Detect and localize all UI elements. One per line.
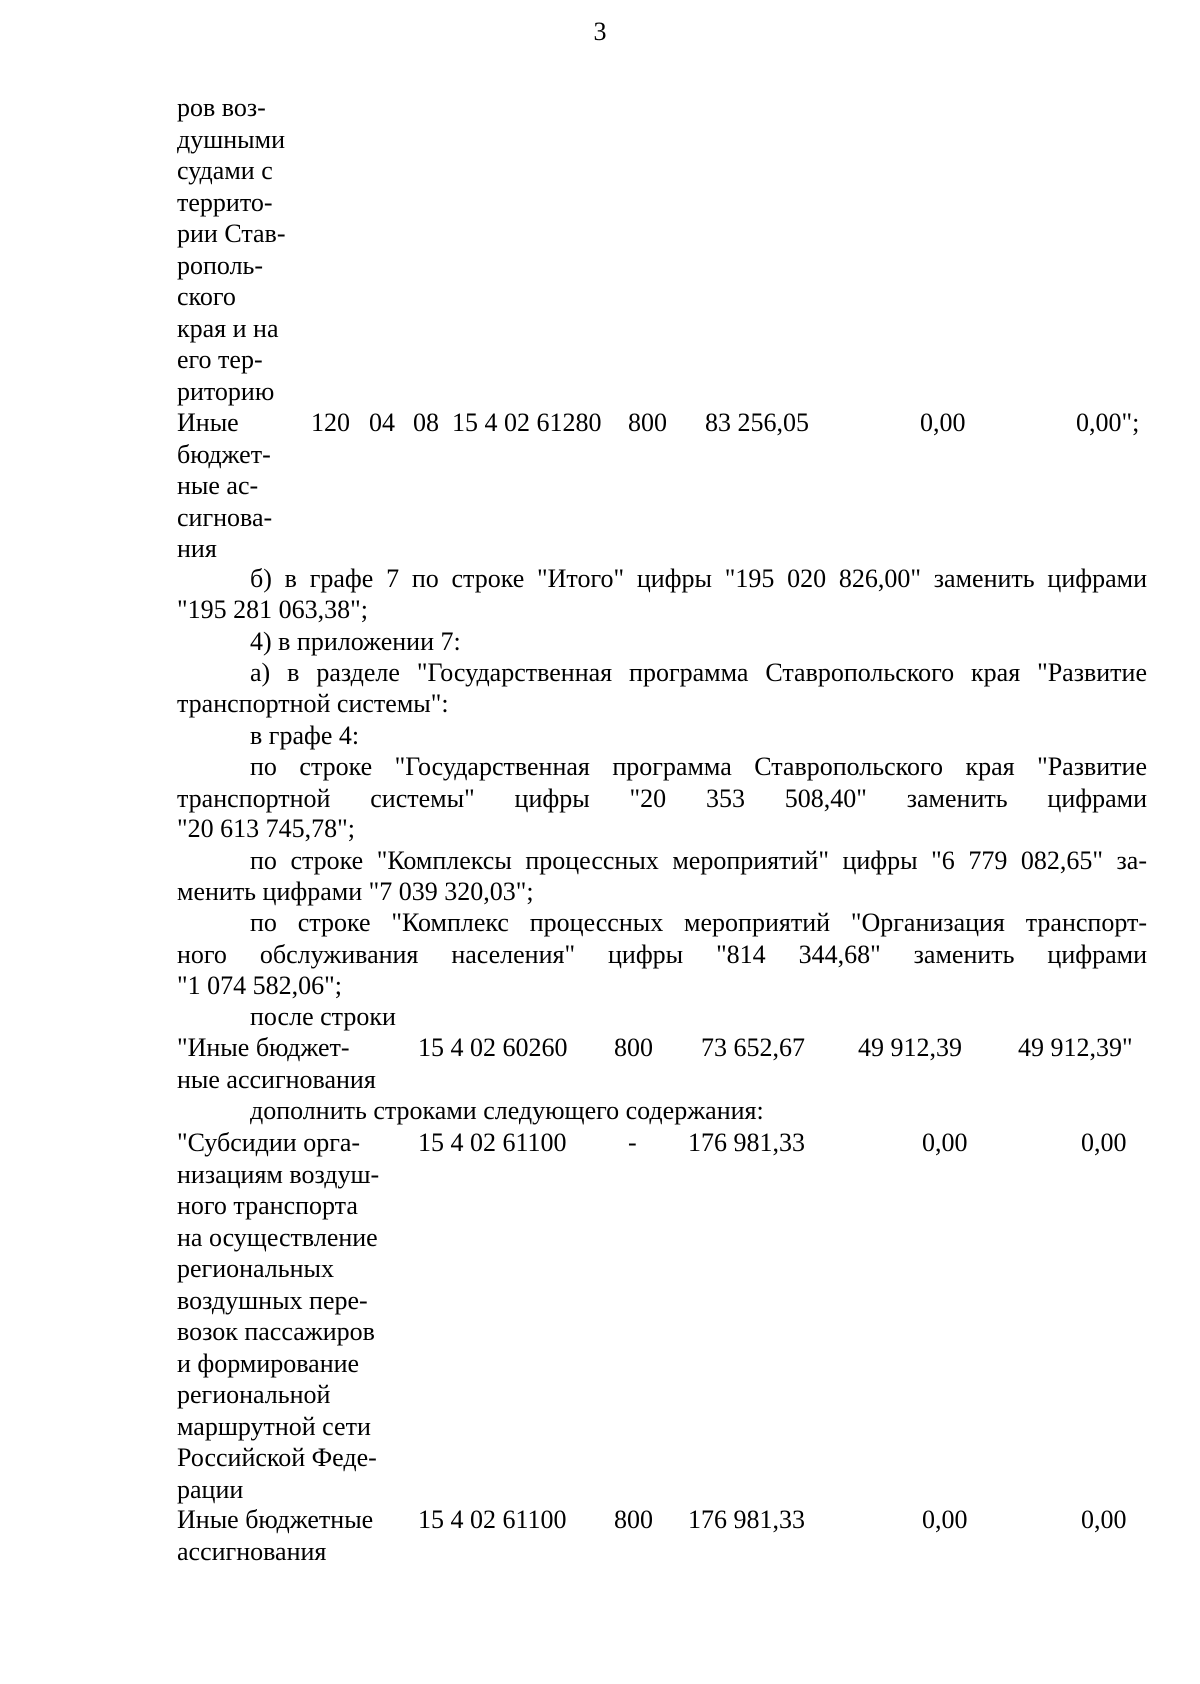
row-name: [177, 1032, 376, 1095]
text-line: региональных: [177, 1254, 335, 1283]
paragraph-complexes: [177, 845, 1147, 877]
text-line: ров воз-: [177, 93, 266, 122]
text-line: ного транспорта: [177, 1191, 358, 1220]
paragraph-complex-transport: [177, 907, 1147, 970]
paragraph-4: 4) в приложении 7:: [250, 627, 461, 656]
cell-sum1: 73 652,67: [701, 1033, 805, 1062]
cell-target: 15 4 02 61280: [452, 408, 602, 437]
paragraph-add-rows: дополнить строками следующего содержания:: [250, 1096, 764, 1125]
text-line: по строке "Комплексы процессных мероприятий" цифры "6 779 082,65" за-: [250, 846, 1147, 875]
row-name: [177, 407, 272, 565]
text-line: риторию: [177, 376, 275, 406]
text-line: Российской Феде-: [177, 1443, 377, 1472]
cell-section: 04: [369, 408, 395, 437]
cell-sum2: 0,00: [920, 408, 966, 437]
text-line: ассигнования: [177, 1536, 327, 1566]
paragraph-state-program-line3: "20 613 745,78";: [177, 814, 355, 843]
text-line: по строке "Государственная программа Ставропольского края "Развитие: [250, 752, 1147, 781]
cell-sum3: 0,00";: [1076, 408, 1140, 437]
cell-target: 15 4 02 61100: [418, 1505, 567, 1534]
paragraph-column4: в графе 4:: [250, 721, 360, 750]
cell-vr: 800: [614, 1033, 653, 1062]
cell-sum1: 176 981,33: [688, 1505, 805, 1534]
text-line: судами с: [177, 156, 273, 185]
cell-sum2: 0,00: [922, 1505, 968, 1534]
text-line: сигнова-: [177, 502, 273, 532]
text-line: края и на: [177, 313, 279, 343]
row-name: [177, 1127, 379, 1505]
paragraph-a-line2: транспортной системы":: [177, 689, 449, 718]
text-line: Иные бюджетные: [177, 1505, 374, 1534]
text-line: "Субсидии орга-: [177, 1128, 361, 1157]
text-line: его тер-: [177, 345, 263, 374]
paragraph-state-program: [177, 751, 1147, 814]
text-line: рии Став-: [177, 219, 286, 248]
cell-target: 15 4 02 61100: [418, 1128, 567, 1157]
text-line: рации: [177, 1474, 244, 1504]
cell-sum3: 49 912,39": [1018, 1033, 1133, 1062]
text-line: региональной: [177, 1380, 331, 1409]
cell-target: 15 4 02 60260: [418, 1033, 568, 1062]
text-line: транспортной системы" цифры "20 353 508,40" заменить цифрами: [177, 783, 1147, 813]
cell-sum3: 0,00: [1081, 1128, 1127, 1157]
cell-sum2: 49 912,39: [858, 1033, 962, 1062]
cell-sum3: 0,00: [1081, 1505, 1127, 1534]
cell-sum2: 0,00: [922, 1128, 968, 1157]
text-line: рополь-: [177, 250, 264, 280]
text-line: "Иные бюджет-: [177, 1033, 350, 1062]
text-line: а) в разделе "Государственная программа Ставропольского края "Развитие: [250, 658, 1147, 687]
row-name: [177, 1504, 373, 1567]
text-line: душными: [177, 124, 285, 154]
text-line: Иные: [177, 408, 239, 437]
cell-sum1: 176 981,33: [688, 1128, 805, 1157]
text-line: низациям воздуш-: [177, 1159, 380, 1189]
text-line: маршрутной сети: [177, 1411, 371, 1441]
text-line: ния: [177, 534, 217, 563]
cell-code: 120: [311, 408, 350, 437]
cell-subsection: 08: [413, 408, 439, 437]
text-line: возок пассажиров: [177, 1317, 375, 1346]
text-line: террито-: [177, 187, 273, 217]
text-line: ного обслуживания населения" цифры "814 344,68" заменить цифрами: [177, 939, 1147, 969]
cell-vr: -: [628, 1128, 637, 1157]
row-name-continuation: [177, 92, 285, 407]
page-number: 3: [593, 17, 607, 46]
paragraph-b: [177, 563, 1147, 595]
paragraph-after-row: после строки: [250, 1002, 396, 1031]
paragraph-complexes-line2: менить цифрами "7 039 320,03";: [177, 877, 534, 906]
paragraph-b-line2: "195 281 063,38";: [177, 595, 368, 624]
cell-vr: 800: [628, 408, 667, 437]
text-line: ные ассигнования: [177, 1064, 376, 1094]
cell-vr: 800: [614, 1505, 653, 1534]
text-line: бюджет-: [177, 439, 271, 469]
text-line: на осуществление: [177, 1222, 378, 1252]
text-line: воздушных пере-: [177, 1285, 368, 1315]
text-line: ные ас-: [177, 471, 259, 500]
text-line: и формирование: [177, 1348, 360, 1378]
text-line: б) в графе 7 по строке "Итого" цифры "195 020 826,00" заменить цифрами: [250, 564, 1147, 593]
cell-sum1: 83 256,05: [705, 408, 809, 437]
paragraph-a: [177, 657, 1147, 689]
text-line: ского: [177, 282, 236, 311]
paragraph-complex-transport-line3: "1 074 582,06";: [177, 971, 342, 1000]
text-line: по строке "Комплекс процессных мероприятий "Организация транспорт-: [250, 908, 1147, 937]
